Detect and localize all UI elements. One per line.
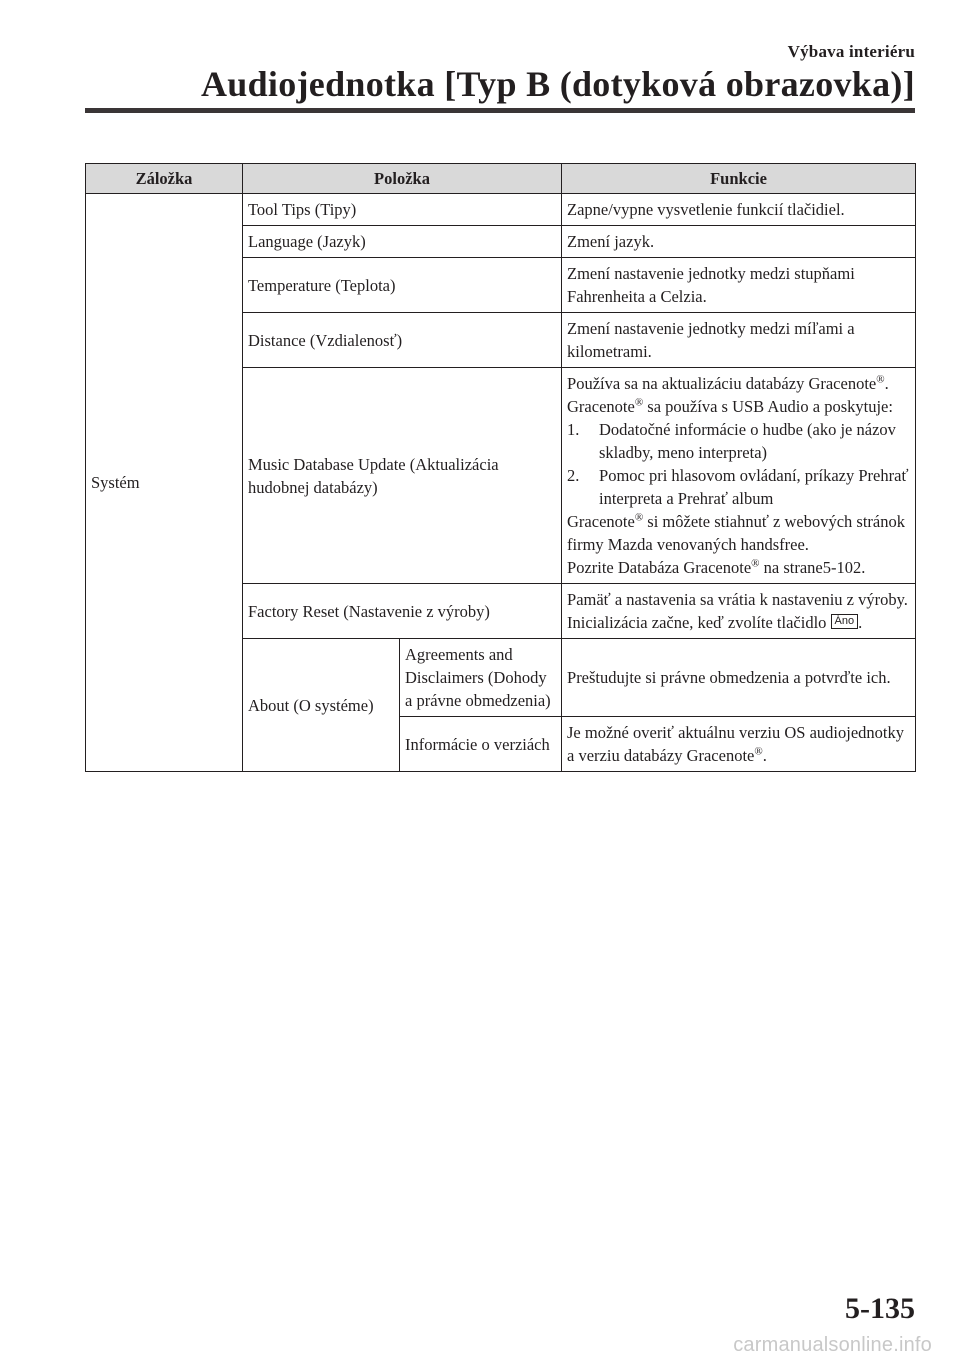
subitem-cell: Informácie o verziách xyxy=(400,717,562,772)
page-number: 5-135 xyxy=(845,1292,915,1325)
item-cell: Temperature (Teplota) xyxy=(243,258,562,313)
title-rule xyxy=(85,108,915,113)
factory-reset-line2: Inicializácia začne, keď zvolíte tlačidlo Áno . xyxy=(567,613,863,632)
item-cell: Tool Tips (Tipy) xyxy=(243,194,562,226)
item-cell: Distance (Vzdialenosť) xyxy=(243,313,562,368)
registered-mark: ® xyxy=(751,557,760,570)
registered-mark: ® xyxy=(876,373,885,386)
tab-cell: Systém xyxy=(86,194,243,772)
section-label: Výbava interiéru xyxy=(787,42,915,61)
function-cell xyxy=(562,584,916,639)
column-header-function: Funkcie xyxy=(562,164,916,194)
music-db-steps xyxy=(567,418,910,510)
list-item: 2. Pomoc pri hlasovom ovládaní, príkazy Prehrať interpreta a Prehrať album xyxy=(567,466,909,508)
table-header-row xyxy=(86,164,916,194)
item-cell: Factory Reset (Nastavenie z výroby) xyxy=(243,584,562,639)
function-cell: Zapne/vypne vysvetlenie funkcií tlačidiel. xyxy=(562,194,916,226)
yes-button-icon: Áno xyxy=(831,614,859,629)
music-db-intro: Používa sa na aktualizáciu databázy Gracenote®. Gracenote® sa používa s USB Audio a poskytuje: xyxy=(567,373,893,416)
function-cell: Zmení jazyk. xyxy=(562,226,916,258)
function-cell xyxy=(562,368,916,584)
music-db-reference: Pozrite Databáza Gracenote® na strane5-102. xyxy=(567,557,866,577)
registered-mark: ® xyxy=(754,745,763,758)
list-item: 1. Dodatočné informácie o hudbe (ako je názov skladby, meno interpreta) xyxy=(567,420,896,462)
settings-table xyxy=(85,163,916,772)
function-cell: Zmení nastavenie jednotky medzi míľami a kilometrami. xyxy=(562,313,916,368)
watermark: carmanualsonline.info xyxy=(733,1334,932,1356)
registered-mark: ® xyxy=(634,396,644,409)
function-cell: Je možné overiť aktuálnu verziu OS audiojednotky a verziu databázy Gracenote®. xyxy=(562,717,916,772)
registered-mark: ® xyxy=(634,511,644,524)
item-cell: Music Database Update (Aktualizácia hudobnej databázy) xyxy=(243,368,562,584)
function-cell: Preštudujte si právne obmedzenia a potvrďte ich. xyxy=(562,639,916,717)
subitem-cell: Agreements and Disclaimers (Dohody a právne obmedzenia) xyxy=(400,639,562,717)
factory-reset-line1: Pamäť a nastavenia sa vrátia k nastaveniu z výroby. xyxy=(567,590,908,609)
item-cell: About (O systéme) xyxy=(243,639,400,772)
page-title: Audiojednotka [Typ B (dotyková obrazovka)] xyxy=(200,64,915,104)
column-header-tab: Záložka xyxy=(86,164,243,194)
column-header-item: Položka xyxy=(243,164,562,194)
table-row xyxy=(86,194,916,226)
function-cell: Zmení nastavenie jednotky medzi stupňami Fahrenheita a Celzia. xyxy=(562,258,916,313)
music-db-download: Gracenote® si môžete stiahnuť z webových stránok firmy Mazda venovaných handsfree. xyxy=(567,511,905,554)
item-cell: Language (Jazyk) xyxy=(243,226,562,258)
